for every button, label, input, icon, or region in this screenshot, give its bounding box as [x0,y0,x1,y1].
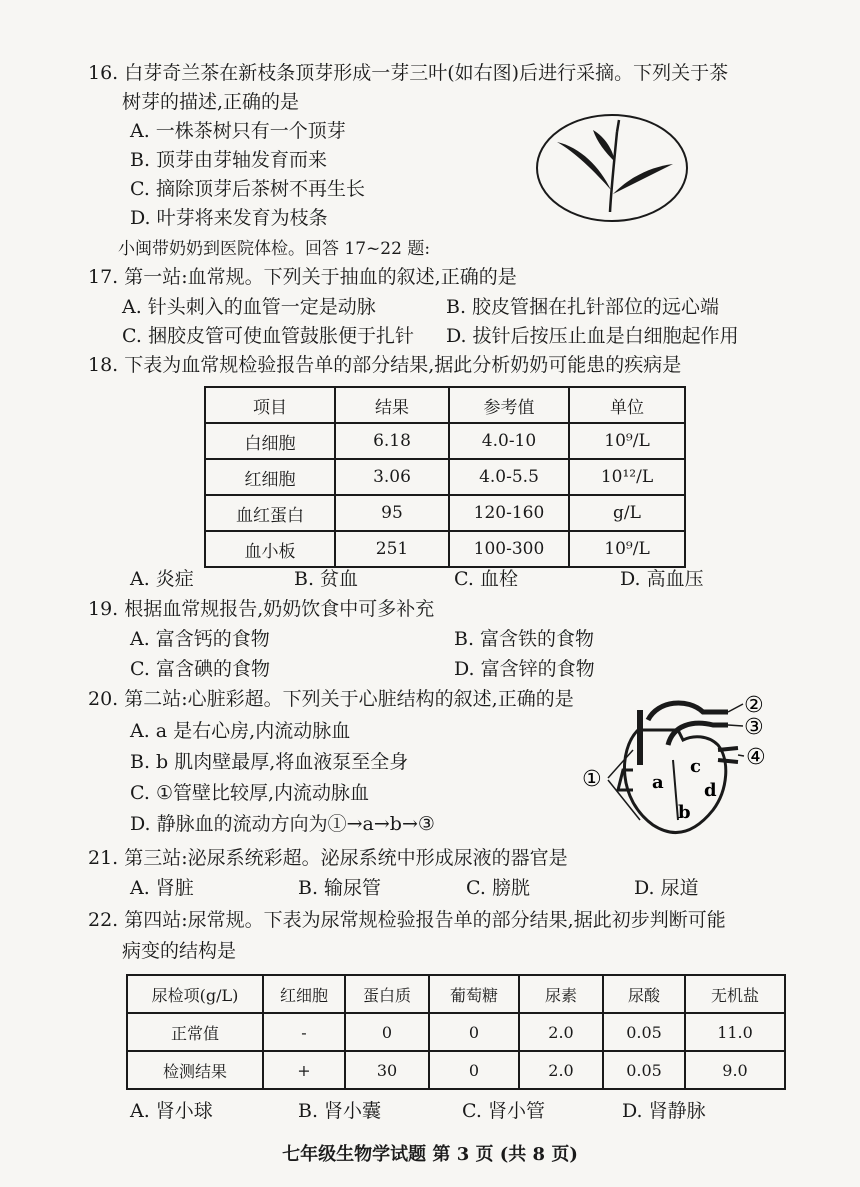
table-cell: 95 [335,495,449,531]
q20-option-a: A. a 是右心房,内流动脉血 [130,720,351,742]
heart-label-c: c [690,756,701,777]
table-header-cell: 结果 [335,387,449,423]
q21-stem: 21. 第三站:泌尿系统彩超。泌尿系统中形成尿液的器官是 [88,847,568,869]
table-cell: 10⁹/L [569,531,685,567]
table-header-cell: 蛋白质 [345,975,429,1013]
table-header-row [127,975,785,1013]
heart-label-1: ① [582,767,602,792]
table-header-cell: 参考值 [449,387,569,423]
table-cell: 0 [429,1013,519,1051]
tea-bud-icon [535,112,690,224]
table-header-cell: 无机盐 [685,975,785,1013]
heart-label-2: ② [744,693,764,718]
q21-option-b: B. 输尿管 [298,877,382,899]
table-cell: 红细胞 [205,459,335,495]
table-row [127,1013,785,1051]
table-cell: 0.05 [603,1051,685,1089]
q18-option-c: C. 血栓 [454,568,518,590]
table-cell: 0 [345,1013,429,1051]
table-cell: 100-300 [449,531,569,567]
urine-test-table [126,974,786,1090]
table-cell: 血红蛋白 [205,495,335,531]
table-cell: 4.0-5.5 [449,459,569,495]
q18-option-d: D. 高血压 [620,568,704,590]
heart-label-a: a [652,772,664,793]
table-cell: 2.0 [519,1013,603,1051]
heart-diagram-icon [578,690,778,845]
q17-option-d: D. 拔针后按压止血是白细胞起作用 [446,325,739,347]
table-header-row [205,387,685,423]
q22-option-c: C. 肾小管 [462,1100,545,1122]
heart-label-3: ③ [744,715,764,740]
blood-test-table [204,386,686,568]
q22-option-b: B. 肾小囊 [298,1100,382,1122]
q17-stem: 17. 第一站:血常规。下列关于抽血的叙述,正确的是 [88,266,517,288]
q18-option-a: A. 炎症 [130,568,194,590]
table-cell: 白细胞 [205,423,335,459]
q19-option-c: C. 富含碘的食物 [130,658,270,680]
q21-option-d: D. 尿道 [634,877,699,899]
context-intro: 小闽带奶奶到医院体检。回答 17~22 题: [118,239,431,259]
q19-option-d: D. 富含锌的食物 [454,658,595,680]
q22-stem-line2: 病变的结构是 [122,940,237,962]
table-cell: 3.06 [335,459,449,495]
table-row [205,423,685,459]
q20-option-c: C. ①管壁比较厚,内流动脉血 [130,782,370,804]
table-row [205,459,685,495]
q20-option-b: B. b 肌肉壁最厚,将血液泵至全身 [130,751,409,773]
q21-option-a: A. 肾脏 [130,877,194,899]
table-row [127,1051,785,1089]
q16-option-d: D. 叶芽将来发育为枝条 [130,207,328,229]
q19-option-b: B. 富含铁的食物 [454,628,595,650]
table-cell: 4.0-10 [449,423,569,459]
q17-option-b: B. 胶皮管捆在扎针部位的远心端 [446,296,720,318]
table-header-cell: 尿素 [519,975,603,1013]
q16-option-b: B. 顶芽由芽轴发育而来 [130,149,328,171]
heart-label-d: d [704,780,717,801]
q22-option-d: D. 肾静脉 [622,1100,706,1122]
table-header-cell: 项目 [205,387,335,423]
q18-option-b: B. 贫血 [294,568,359,590]
q21-option-c: C. 膀胱 [466,877,530,899]
table-cell: 0.05 [603,1013,685,1051]
q16-stem-line2: 树芽的描述,正确的是 [122,91,300,113]
table-cell: g/L [569,495,685,531]
table-header-cell: 葡萄糖 [429,975,519,1013]
q16-option-c: C. 摘除顶芽后茶树不再生长 [130,178,365,200]
table-header-cell: 红细胞 [263,975,345,1013]
table-cell: - [263,1013,345,1051]
q22-stem-line1: 22. 第四站:尿常规。下表为尿常规检验报告单的部分结果,据此初步判断可能 [88,909,726,931]
q17-option-a: A. 针头刺入的血管一定是动脉 [122,296,376,318]
table-row [205,531,685,567]
table-cell: 9.0 [685,1051,785,1089]
q19-stem: 19. 根据血常规报告,奶奶饮食中可多补充 [88,598,435,620]
table-header-cell: 尿酸 [603,975,685,1013]
table-cell: 0 [429,1051,519,1089]
table-header-cell: 单位 [569,387,685,423]
page-footer: 七年级生物学试题 第 3 页 (共 8 页) [282,1144,578,1165]
q18-stem: 18. 下表为血常规检验报告单的部分结果,据此分析奶奶可能患的疾病是 [88,354,682,376]
table-cell: 10¹²/L [569,459,685,495]
table-header-cell: 尿检项(g/L) [127,975,263,1013]
table-cell: 11.0 [685,1013,785,1051]
table-cell: 6.18 [335,423,449,459]
heart-label-b: b [678,802,691,823]
q17-option-c: C. 捆胶皮管可使血管鼓胀便于扎针 [122,325,414,347]
table-cell: 251 [335,531,449,567]
table-cell: 正常值 [127,1013,263,1051]
q20-stem: 20. 第二站:心脏彩超。下列关于心脏结构的叙述,正确的是 [88,688,574,710]
table-cell: 血小板 [205,531,335,567]
q22-option-a: A. 肾小球 [130,1100,213,1122]
table-cell: 10⁹/L [569,423,685,459]
table-cell: 120-160 [449,495,569,531]
q20-option-d: D. 静脉血的流动方向为①→a→b→③ [130,813,435,835]
table-cell: + [263,1051,345,1089]
table-cell: 30 [345,1051,429,1089]
q16-option-a: A. 一株茶树只有一个顶芽 [130,120,346,142]
table-cell: 2.0 [519,1051,603,1089]
heart-label-4: ④ [746,745,766,770]
table-row [205,495,685,531]
q19-option-a: A. 富含钙的食物 [130,628,270,650]
table-cell: 检测结果 [127,1051,263,1089]
q16-stem-line1: 16. 白芽奇兰茶在新枝条顶芽形成一芽三叶(如右图)后进行采摘。下列关于茶 [88,62,729,84]
